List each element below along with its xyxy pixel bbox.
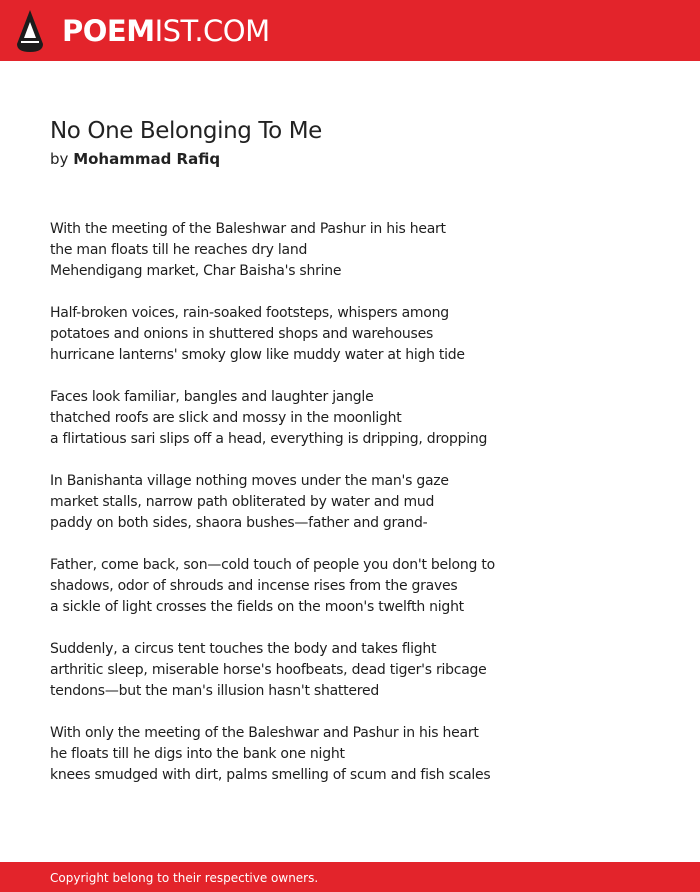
site-header [0, 0, 700, 61]
byline-label: by [50, 150, 69, 168]
poem-line: a sickle of light crosses the fields on the moon's twelfth night [50, 599, 464, 615]
poem-line: Suddenly, a circus tent touches the body and takes flight [50, 641, 437, 657]
copyright-notice: Copyright belong to their respective owners. [50, 871, 319, 885]
logo-text-bold: POEM [62, 14, 155, 48]
poem-line: Faces look familiar, bangles and laughter jangle [50, 389, 374, 405]
pencil-tip-icon[interactable] [17, 10, 43, 52]
poem-line: market stalls, narrow path obliterated by water and mud [50, 494, 435, 510]
poem-stanza-4 [50, 471, 670, 534]
poem-author: Mohammad Rafiq [73, 150, 221, 168]
poem-line: Half-broken voices, rain-soaked footsteps, whispers among [50, 305, 449, 321]
poem-line: In Banishanta village nothing moves under the man's gaze [50, 473, 449, 489]
poem-line: arthritic sleep, miserable horse's hoofbeats, dead tiger's ribcage [50, 662, 487, 678]
poem-line: With only the meeting of the Baleshwar and Pashur in his heart [50, 725, 479, 741]
poem-line: shadows, odor of shrouds and incense rises from the graves [50, 578, 458, 594]
logo-text-light: IST.COM [154, 14, 270, 48]
poem-line: a flirtatious sari slips off a head, everything is dripping, dropping [50, 431, 488, 447]
poem-line: tendons—but the man's illusion hasn't shattered [50, 683, 379, 699]
poem-stanza-3 [50, 387, 670, 450]
site-logo[interactable] [62, 13, 270, 49]
poem-line: paddy on both sides, shaora bushes—father and grand- [50, 515, 428, 531]
poem-byline [50, 149, 220, 169]
poem-title: No One Belonging To Me [50, 118, 322, 144]
poem-stanza-5 [50, 555, 670, 618]
poem-stanza-1 [50, 219, 670, 282]
poem-line: hurricane lanterns' smoky glow like muddy water at high tide [50, 347, 465, 363]
poem-stanza-2 [50, 303, 670, 366]
poem-stanza-7 [50, 723, 670, 786]
poem-line: he floats till he digs into the bank one night [50, 746, 345, 762]
site-footer [0, 862, 700, 892]
poem-line: With the meeting of the Baleshwar and Pashur in his heart [50, 221, 446, 237]
poem-line: the man floats till he reaches dry land [50, 242, 308, 258]
poem-line: Father, come back, son—cold touch of people you don't belong to [50, 557, 495, 573]
poem-body [50, 219, 670, 807]
poem-stanza-6 [50, 639, 670, 702]
poem-line: Mehendigang market, Char Baisha's shrine [50, 263, 342, 279]
poem-line: knees smudged with dirt, palms smelling of scum and fish scales [50, 767, 491, 783]
poem-line: thatched roofs are slick and mossy in the moonlight [50, 410, 402, 426]
poem-line: potatoes and onions in shuttered shops and warehouses [50, 326, 433, 342]
